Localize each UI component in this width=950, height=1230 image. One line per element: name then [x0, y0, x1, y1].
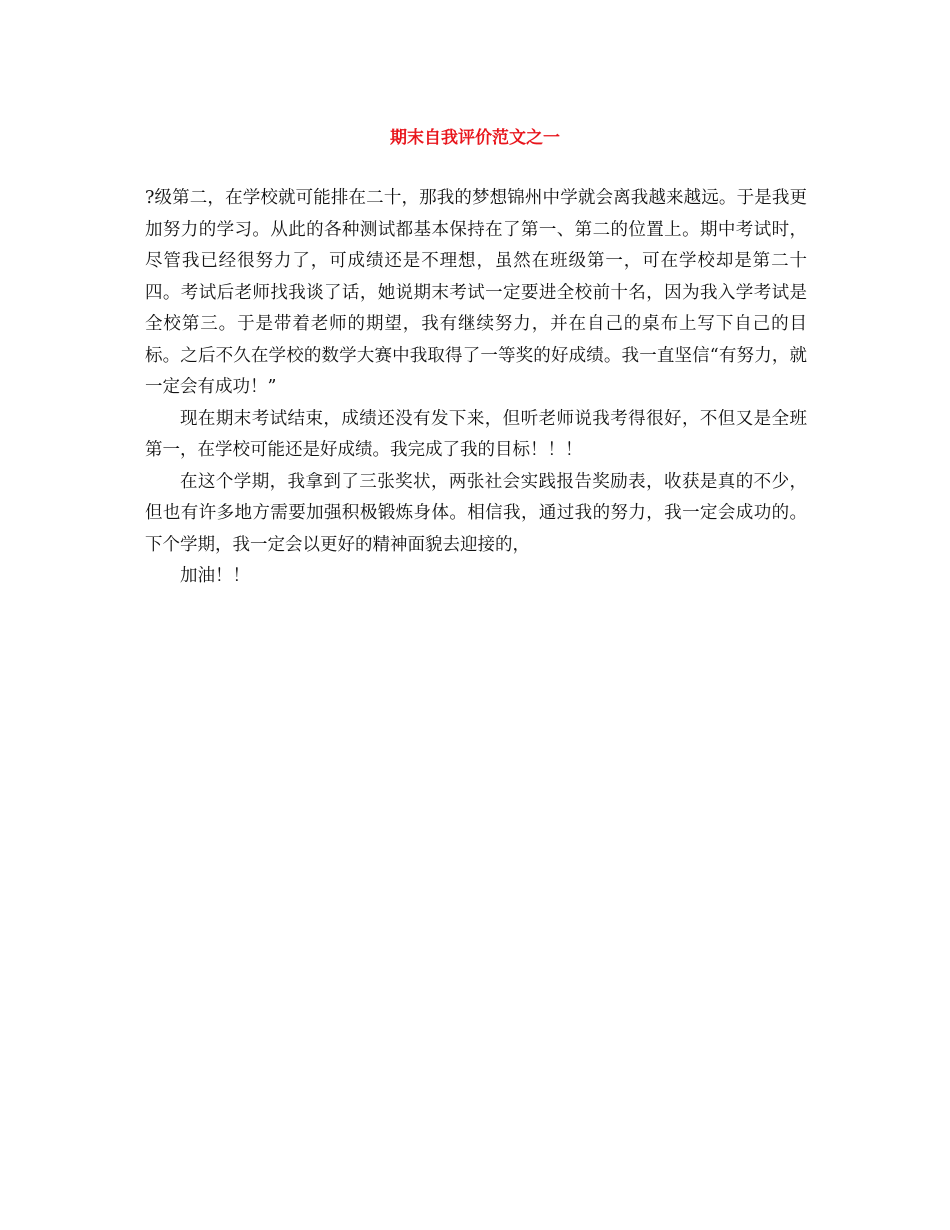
paragraph-1: ?级第二，在学校就可能排在二十，那我的梦想锦州中学就会离我越来越远。于是我更加努力的学习。从此的各种测试都基本保持在了第一、第二的位置上。期中考试时，尽管我已经很努力了，可成绩还是不理想，虽然在班级第一，可在学校却是第二十四。考试后老师找我谈了话，她说期末考试一定要进全校前十名，因为我入学考试是全校第三。于是带着老师的期望，我有继续努力，并在自己的桌布上写下自己的目标。之后不久在学校的数学大赛中我取得了一等奖的好成绩。我一直坚信“有努力，就一定会有成功！”: [145, 188, 807, 397]
paragraph-4: 加油！！: [180, 566, 250, 586]
paragraph-3: 在这个学期，我拿到了三张奖状，两张社会实践报告奖励表，收获是真的不少，但也有许多地方需要加强积极锻炼身体。相信我，通过我的努力，我一定会成功的。下个学期，我一定会以更好的精神面貌去迎接的，: [145, 471, 807, 555]
document-body: [145, 183, 807, 593]
document-title: 期末自我评价范文之一: [390, 128, 560, 148]
paragraph-2: 现在期末考试结束，成绩还没有发下来，但听老师说我考得很好，不但又是全班第一，在学校可能还是好成绩。我完成了我的目标！！！: [145, 408, 807, 460]
